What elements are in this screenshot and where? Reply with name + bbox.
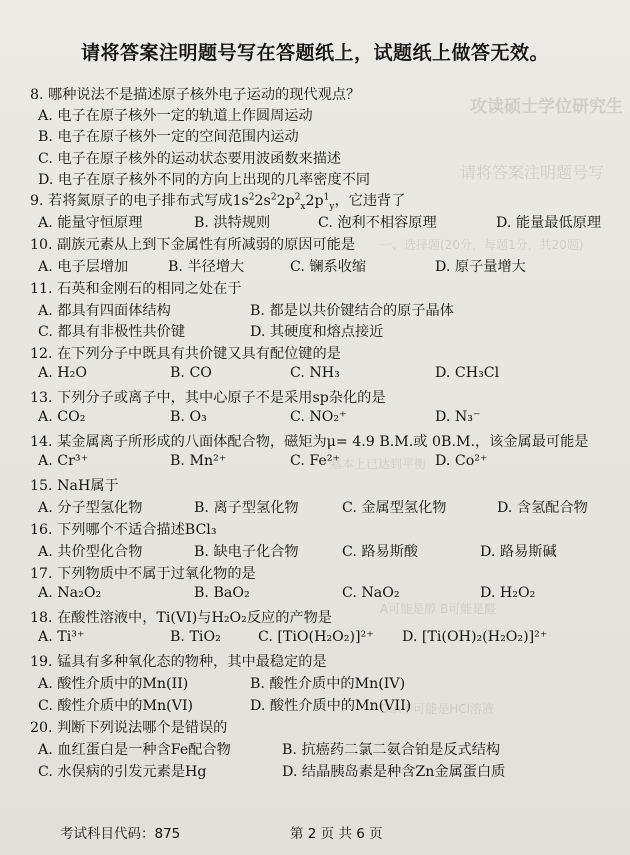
option-13d: D. N₃⁻ — [435, 409, 481, 425]
option-20b: B. 抗癌药二氯二氨合铂是反式结构 — [282, 742, 501, 758]
option-12a: A. H₂O — [38, 365, 87, 381]
option-20c: C. 水俣病的引发元素是Hg — [38, 764, 207, 780]
stem-9-text: ，它违背了 — [334, 193, 406, 209]
subscript: x — [300, 201, 306, 212]
option-9d: D. 能量最低原理 — [496, 215, 602, 231]
option-14c: C. Fe²⁺ — [290, 453, 341, 469]
option-15d: D. 含氢配合物 — [497, 500, 588, 516]
option-11b: B. 都是以共价键结合的原子晶体 — [250, 303, 454, 319]
page-header-instruction: 请将答案注明题号写在答题纸上，试题纸上做答无效。 — [80, 42, 549, 64]
option-14b: B. Mn²⁺ — [170, 453, 227, 469]
stem-9-text: 2s — [254, 193, 271, 209]
question-stem-8: 8. 哪种说法不是描述原子核外电子运动的现代观点？ — [30, 87, 361, 103]
option-14a: A. Cr³⁺ — [38, 453, 89, 469]
option-10a: A. 电子层增加 — [38, 259, 129, 275]
superscript: 2 — [294, 192, 301, 203]
bleed-through: D.A不可能是HCl溶液 — [380, 702, 495, 716]
question-stem-19: 19. 锰具有多种氧化态的物种，其中最稳定的是 — [30, 654, 327, 670]
option-14d: D. Co²⁺ — [435, 453, 488, 469]
stem-9-text: 2p — [305, 193, 324, 209]
option-18d: D. [Ti(OH)₂(H₂O₂)]²⁺ — [402, 629, 548, 645]
option-18c: C. [TiO(H₂O₂)]²⁺ — [258, 629, 374, 645]
option-17b: B. BaO₂ — [194, 585, 250, 601]
option-18a: A. Ti³⁺ — [38, 629, 85, 645]
question-stem-18: 18. 在酸性溶液中，Ti(VI)与H₂O₂反应的产物是 — [30, 610, 332, 626]
question-stem-16: 16. 下列哪个不适合描述BCl₃ — [30, 522, 217, 538]
question-stem-9 — [30, 190, 405, 212]
option-11c: C. 都具有非极性共价键 — [38, 324, 186, 340]
option-10c: C. 镧系收缩 — [290, 259, 367, 275]
option-16d: D. 路易斯碱 — [480, 544, 557, 560]
question-stem-11: 11. 石英和金刚石的相同之处在于 — [30, 281, 242, 297]
option-13b: B. O₃ — [170, 409, 207, 425]
option-8b: B. 电子在原子核外一定的空间范围内运动 — [38, 129, 299, 145]
option-16b: B. 缺电子化合物 — [194, 544, 299, 560]
option-12d: D. CH₃Cl — [435, 365, 500, 381]
bleed-through: 攻读硕士学位研究生 — [470, 97, 623, 117]
option-19c: C. 酸性介质中的Mn(VI) — [38, 698, 194, 714]
option-10d: D. 原子量增大 — [435, 259, 526, 275]
option-11d: D. 其硬度和熔点接近 — [250, 324, 384, 340]
option-15a: A. 分子型氢化物 — [38, 500, 143, 516]
subscript: y — [329, 201, 335, 212]
option-9c: C. 泡利不相容原理 — [318, 215, 437, 231]
option-9b: B. 洪特规则 — [194, 215, 271, 231]
option-9a: A. 能量守恒原理 — [38, 215, 143, 231]
option-15b: B. 离子型氢化物 — [194, 500, 299, 516]
option-17a: A. Na₂O₂ — [38, 585, 102, 601]
bleed-through: 请将答案注明题号写 — [460, 163, 605, 182]
option-8d: D. 电子在原子核外不同的方向上出现的几率密度不同 — [38, 172, 371, 188]
option-17d: D. H₂O₂ — [480, 585, 536, 601]
footer-subject-code: 考试科目代码：875 — [60, 826, 181, 842]
footer-page-info: 第 2 页 共 6 页 — [290, 826, 383, 842]
superscript: 2 — [248, 192, 255, 203]
superscript: 1 — [323, 192, 330, 203]
option-10b: B. 半径增大 — [168, 259, 245, 275]
question-stem-14: 14. 某金属离子所形成的八面体配合物，磁矩为μ= 4.9 B.M.或 0B.M.，该金属最可能是 — [30, 434, 589, 450]
question-stem-13: 13. 下列分子或离子中，其中心原子不是采用sp杂化的是 — [30, 390, 386, 406]
option-18b: B. TiO₂ — [170, 629, 221, 645]
stem-9-text: 9. 若将氮原子的电子排布式写成1s — [30, 193, 249, 209]
option-19b: B. 酸性介质中的Mn(IV) — [250, 676, 406, 692]
option-12b: B. CO — [170, 365, 212, 381]
option-13c: C. NO₂⁺ — [290, 409, 347, 425]
option-19a: A. 酸性介质中的Mn(II) — [38, 676, 189, 692]
superscript: 2 — [270, 192, 277, 203]
question-stem-17: 17. 下列物质中不属于过氧化物的是 — [30, 566, 256, 582]
option-15c: C. 金属型氢化物 — [342, 500, 447, 516]
option-20a: A. 血红蛋白是一种含Fe配合物 — [38, 742, 231, 758]
option-20d: D. 结晶胰岛素是种含Zn金属蛋白质 — [282, 764, 506, 780]
option-16a: A. 共价型化合物 — [38, 544, 143, 560]
bleed-through: 一、选择题(20分，每题1分，共20题) — [380, 238, 584, 252]
option-11a: A. 都具有四面体结构 — [38, 303, 171, 319]
question-stem-15: 15. NaH属于 — [30, 478, 119, 494]
option-8a: A. 电子在原子核外一定的轨道上作圆周运动 — [38, 108, 313, 124]
option-17c: C. NaO₂ — [342, 585, 400, 601]
option-8c: C. 电子在原子核外的运动状态要用波函数来描述 — [38, 151, 342, 167]
option-13a: A. CO₂ — [38, 409, 86, 425]
option-19d: D. 酸性介质中的Mn(VII) — [250, 698, 412, 714]
question-stem-12: 12. 在下列分子中既具有共价键又具有配位键的是 — [30, 346, 341, 362]
bleed-through: 基本上已达到平衡 — [330, 457, 427, 471]
option-12c: C. NH₃ — [290, 365, 340, 381]
question-stem-10: 10. 副族元素从上到下金属性有所减弱的原因可能是 — [30, 237, 356, 253]
option-16c: C. 路易斯酸 — [342, 544, 419, 560]
question-stem-20: 20. 判断下列说法哪个是错误的 — [30, 720, 228, 736]
stem-9-text: 2p — [276, 193, 295, 209]
bleed-through: A可能是醇 B可能是醛 — [380, 602, 497, 616]
